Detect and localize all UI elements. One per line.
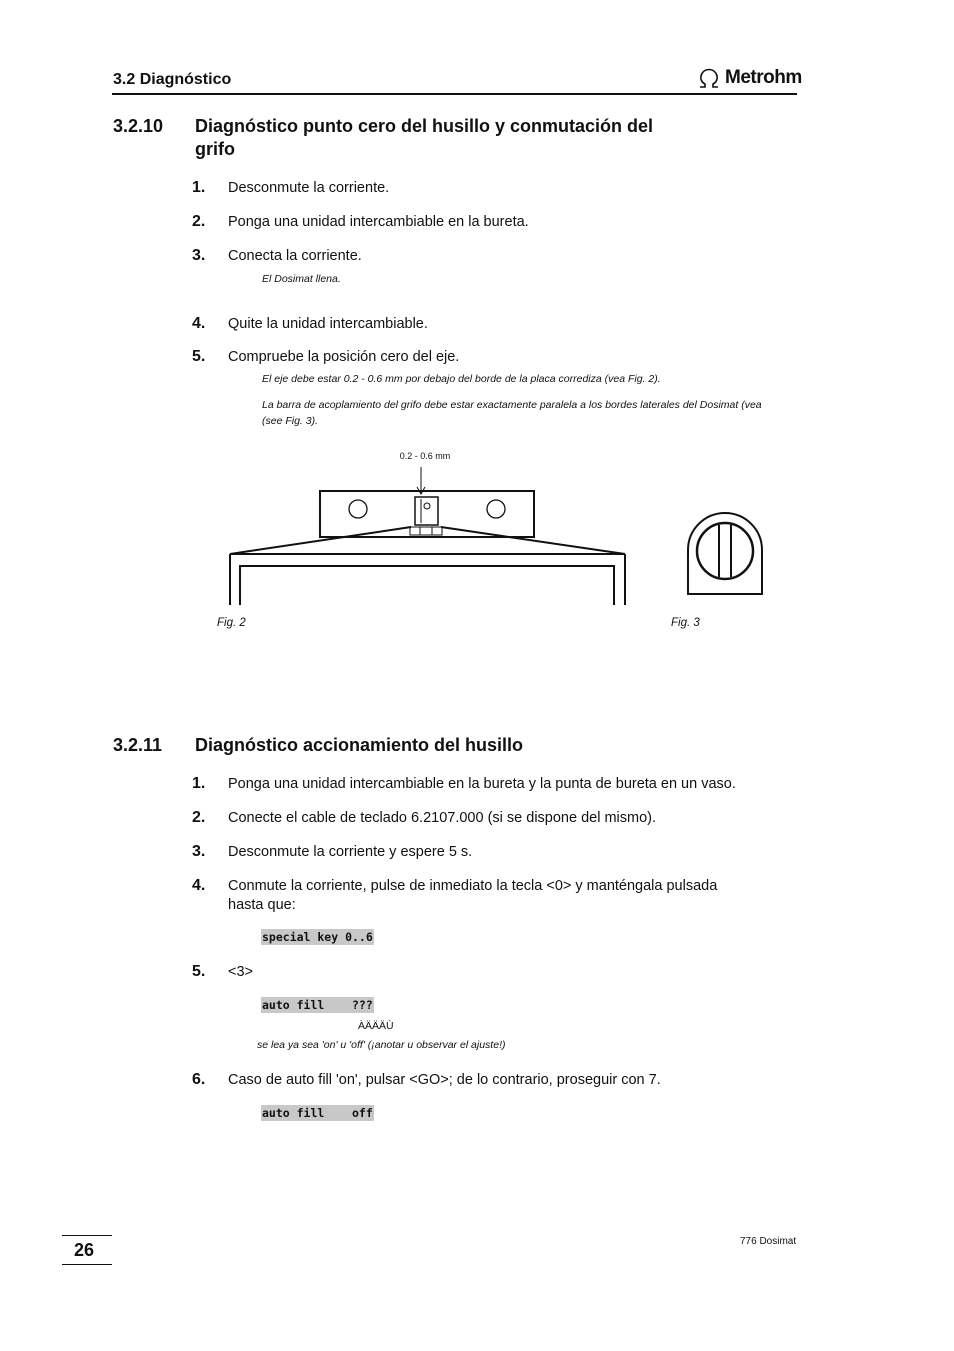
step-number: 2.	[192, 809, 206, 826]
step-number: 4.	[192, 315, 206, 332]
step-note: El Dosimat llena.	[262, 273, 341, 285]
step-number: 2.	[192, 213, 206, 230]
step-number: 6.	[192, 1071, 206, 1088]
brand-logo	[697, 66, 802, 90]
step-text-line-2: hasta que:	[228, 897, 296, 913]
step-text: <3>	[228, 964, 253, 980]
running-header: 3.2 Diagnóstico	[113, 71, 232, 88]
figure-label: Fig. 2	[217, 617, 246, 629]
section-title-line-1: Diagnóstico punto cero del husillo y conmutación del	[195, 116, 654, 136]
section-title	[195, 115, 653, 161]
section-title: Diagnóstico accionamiento del husillo	[195, 735, 524, 755]
step-number: 5.	[192, 963, 206, 980]
step-text	[228, 877, 717, 915]
figure-3-valve-diagram	[684, 512, 766, 597]
dimension-label: 0.2 - 0.6 mm	[399, 451, 451, 461]
page-number: 26	[74, 1240, 95, 1260]
figure-label: Fig. 3	[671, 617, 700, 629]
product-name: 776 Dosimat	[740, 1236, 797, 1247]
brand-name: Metrohm	[725, 67, 802, 88]
step-number: 4.	[192, 877, 206, 894]
step-text: Compruebe la posición cero del eje.	[228, 349, 460, 365]
step-number: 1.	[192, 775, 206, 792]
step-note: El eje debe estar 0.2 - 0.6 mm por debajo del borde de la placa corrediza (vea Fig. 2).	[262, 373, 661, 385]
step-number: 3.	[192, 247, 206, 264]
step-text: Conecta la corriente.	[228, 248, 362, 264]
step-number: 3.	[192, 843, 206, 860]
figure-2-spindle-diagram	[225, 445, 635, 610]
display-marker: ÀÄÄÄÙ	[358, 1020, 394, 1032]
step-note: se lea ya sea 'on' u 'off' (¡anotar u observar el ajuste!)	[257, 1039, 506, 1051]
step-text: Quite la unidad intercambiable.	[228, 316, 428, 332]
footer-rule	[62, 1235, 112, 1236]
step-text: Ponga una unidad intercambiable en la bureta.	[228, 214, 529, 230]
footer-rule	[62, 1264, 112, 1265]
step-text: Caso de auto fill 'on', pulsar <GO>; de lo contrario, proseguir con 7.	[228, 1072, 661, 1088]
instrument-display: auto fill off	[262, 1106, 373, 1120]
step-text: Desconmute la corriente y espere 5 s.	[228, 844, 473, 860]
step-text: Ponga una unidad intercambiable en la bureta y la punta de bureta en un vaso.	[228, 776, 736, 792]
section-title-line-2: grifo	[195, 139, 235, 159]
section-number: 3.2.11	[113, 735, 163, 755]
step-number: 1.	[192, 179, 206, 196]
step-note-line-2: (see Fig. 3).	[262, 415, 319, 427]
step-note	[262, 397, 762, 429]
instrument-display: auto fill ???	[262, 998, 373, 1012]
step-text: Desconmute la corriente.	[228, 180, 390, 196]
header-rule	[112, 93, 797, 95]
step-text-line-1: Conmute la corriente, pulse de inmediato la tecla <0> y manténgala pulsada	[228, 878, 718, 894]
section-number: 3.2.10	[113, 116, 164, 136]
step-note-line-1: La barra de acoplamiento del grifo debe estar exactamente paralela a los bordes laterales del Dosimat (vea	[262, 399, 762, 411]
omega-icon	[697, 67, 721, 89]
instrument-display: special key 0..6	[262, 930, 373, 944]
step-text: Conecte el cable de teclado 6.2107.000 (si se dispone del mismo).	[228, 810, 657, 826]
step-number: 5.	[192, 348, 206, 365]
